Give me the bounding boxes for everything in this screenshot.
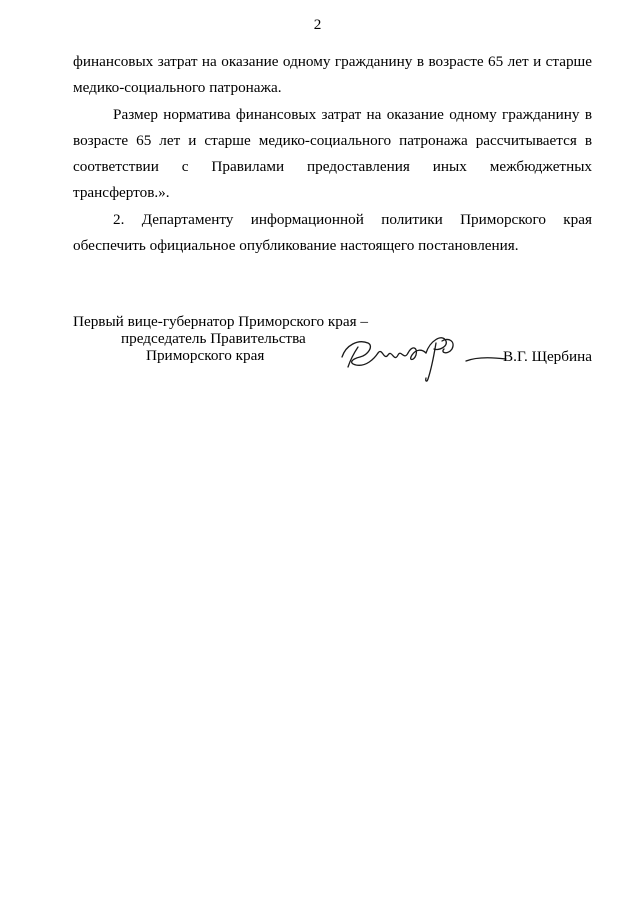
page-number: 2 (313, 16, 322, 33)
signer-position-line-2: председатель Правительства (121, 330, 306, 347)
signature-block (73, 313, 592, 383)
signer-name: В.Г. Щербина (503, 348, 592, 365)
paragraph-publication-order: 2. Департаменту информационной политики Приморского края обеспечить официальное опубликование настоящего постановления. (73, 210, 592, 255)
paragraph-continuation: финансовых затрат на оказание одному гражданину в возрасте 65 лет и старше медико-социального патронажа. (73, 53, 592, 97)
signer-position-line-3: Приморского края (146, 347, 265, 364)
paragraph-normative-size: Размер норматива финансовых затрат на оказание одному гражданину в возрасте 65 лет и старше медико-социального патронажа рассчитывается в соответствии с Правилами предоставления иных межбюджетных трансфертов.». (73, 105, 592, 202)
signer-position-line-1: Первый вице-губернатор Приморского края – (73, 313, 368, 330)
document-body (73, 49, 592, 259)
handwritten-signature-icon (338, 327, 513, 387)
